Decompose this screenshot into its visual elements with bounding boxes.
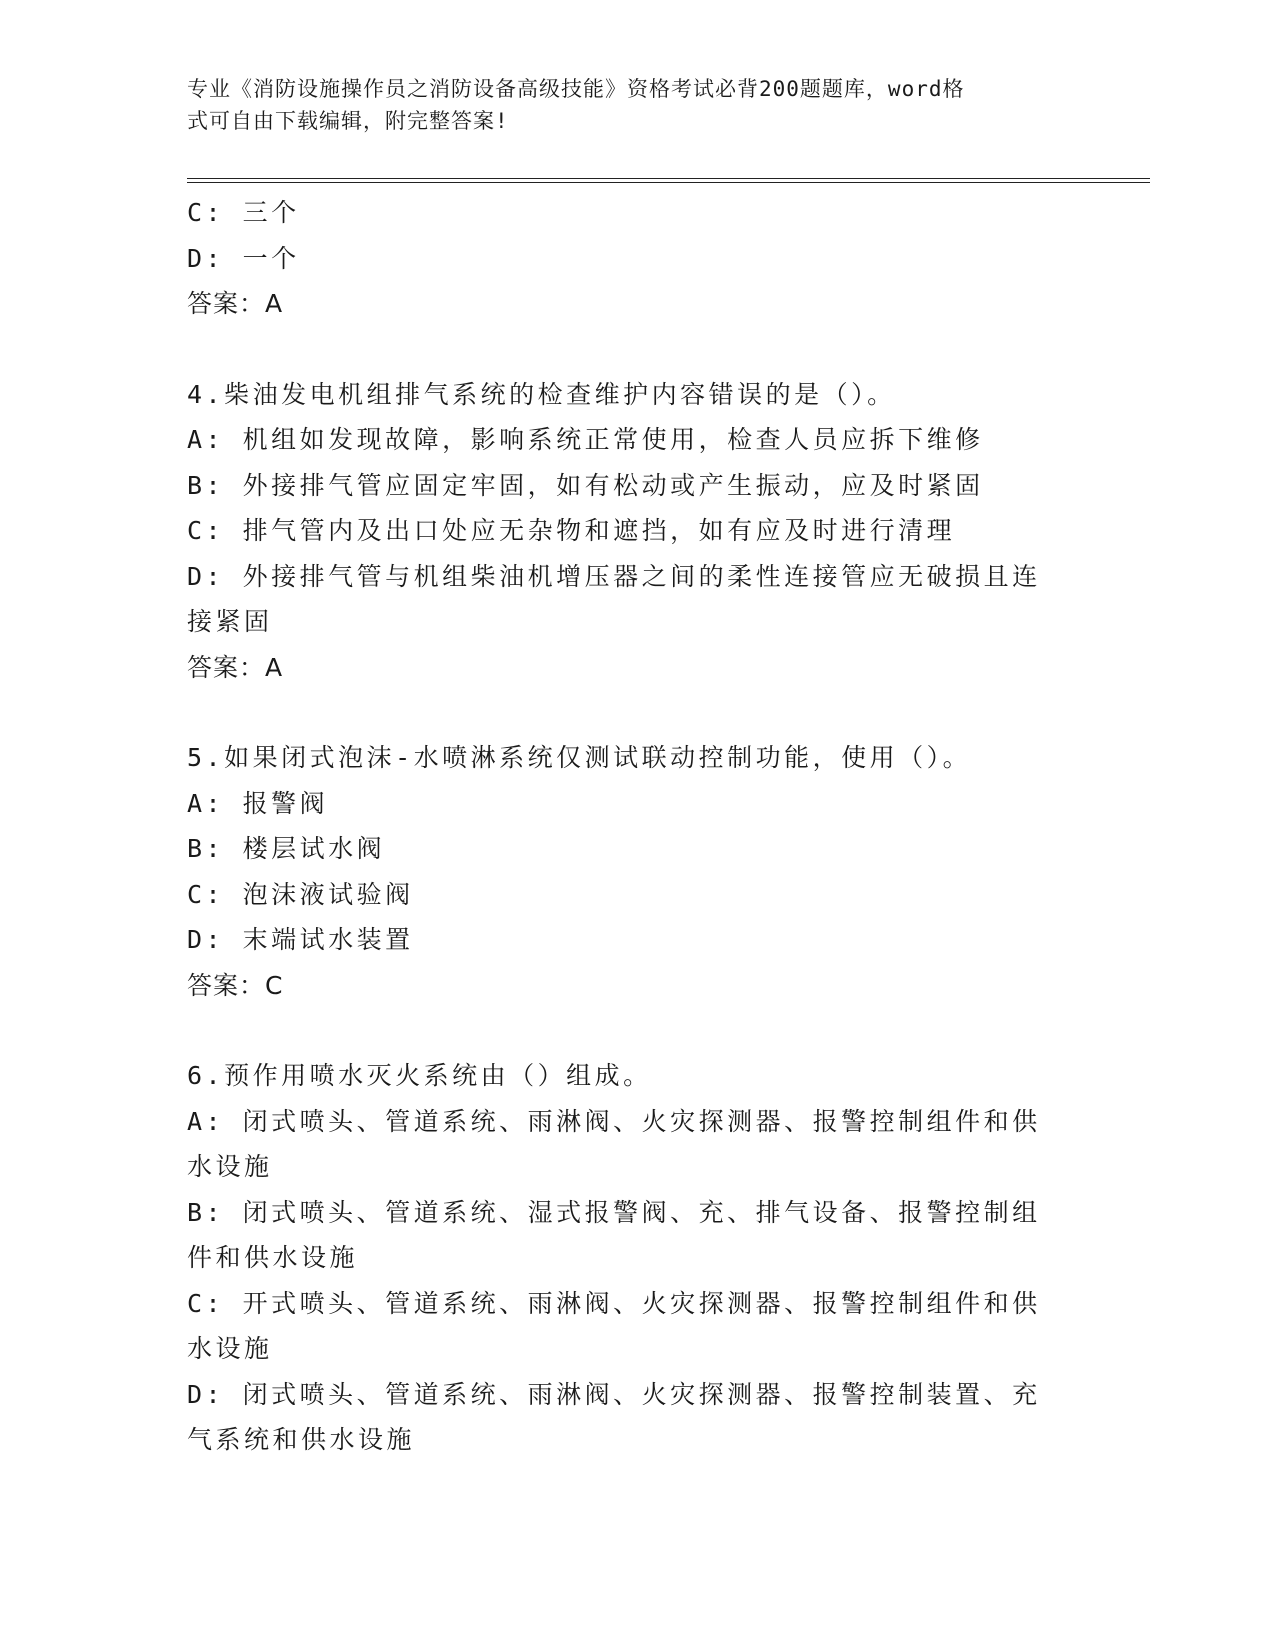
document-body bbox=[187, 190, 1067, 1463]
header-rule-top bbox=[187, 178, 1150, 179]
question-4 bbox=[187, 372, 1067, 691]
option-b: B: 闭式喷头、管道系统、湿式报警阀、充、排气设备、报警控制组件和供水设施 bbox=[187, 1197, 1041, 1272]
option-c: C: 排气管内及出口处应无杂物和遮挡，如有应及时进行清理 bbox=[187, 516, 956, 545]
option-d: D: 外接排气管与机组柴油机增压器之间的柔性连接管应无破损且连接紧固 bbox=[187, 561, 1041, 636]
answer: 答案：A bbox=[187, 652, 284, 682]
option-a: A: 报警阀 bbox=[187, 788, 329, 818]
option-c: C: 开式喷头、管道系统、雨淋阀、火灾探测器、报警控制组件和供水设施 bbox=[187, 1288, 1041, 1363]
question-stem: 6.预作用喷水灭火系统由（）组成。 bbox=[187, 1061, 652, 1090]
option-c: C: 泡沫液试验阀 bbox=[187, 879, 414, 909]
option-b: B: 外接排气管应固定牢固，如有松动或产生振动，应及时紧固 bbox=[187, 470, 984, 500]
question-5 bbox=[187, 735, 1067, 1008]
option-d: D: 一个 bbox=[187, 243, 300, 273]
answer: 答案：A bbox=[187, 289, 284, 318]
header-title-line-1: 专业《消防设施操作员之消防设备高级技能》资格考试必背200题题库，word格 bbox=[187, 77, 965, 101]
option-a: A: 机组如发现故障，影响系统正常使用，检查人员应拆下维修 bbox=[187, 425, 984, 454]
question-stem: 5.如果闭式泡沫-水喷淋系统仅测试联动控制功能，使用（）。 bbox=[187, 743, 972, 772]
question-stem: 4.柴油发电机组排气系统的检查维护内容错误的是（）。 bbox=[187, 379, 896, 409]
header-title-line-2: 式可自由下载编辑，附完整答案! bbox=[187, 109, 509, 133]
document-header bbox=[187, 73, 1067, 137]
option-a: A: 闭式喷头、管道系统、雨淋阀、火灾探测器、报警控制组件和供水设施 bbox=[187, 1106, 1041, 1181]
option-c: C: 三个 bbox=[187, 198, 300, 227]
answer: 答案：C bbox=[187, 970, 284, 1000]
carryover-question bbox=[187, 190, 1067, 327]
header-rule-bottom bbox=[187, 182, 1150, 183]
option-d: D: 末端试水装置 bbox=[187, 925, 414, 954]
spacer bbox=[187, 327, 1067, 372]
option-b: B: 楼层试水阀 bbox=[187, 834, 386, 863]
spacer bbox=[187, 1008, 1067, 1053]
option-d: D: 闭式喷头、管道系统、雨淋阀、火灾探测器、报警控制装置、充气系统和供水设施 bbox=[187, 1379, 1041, 1454]
question-6 bbox=[187, 1053, 1067, 1463]
spacer bbox=[187, 690, 1067, 735]
